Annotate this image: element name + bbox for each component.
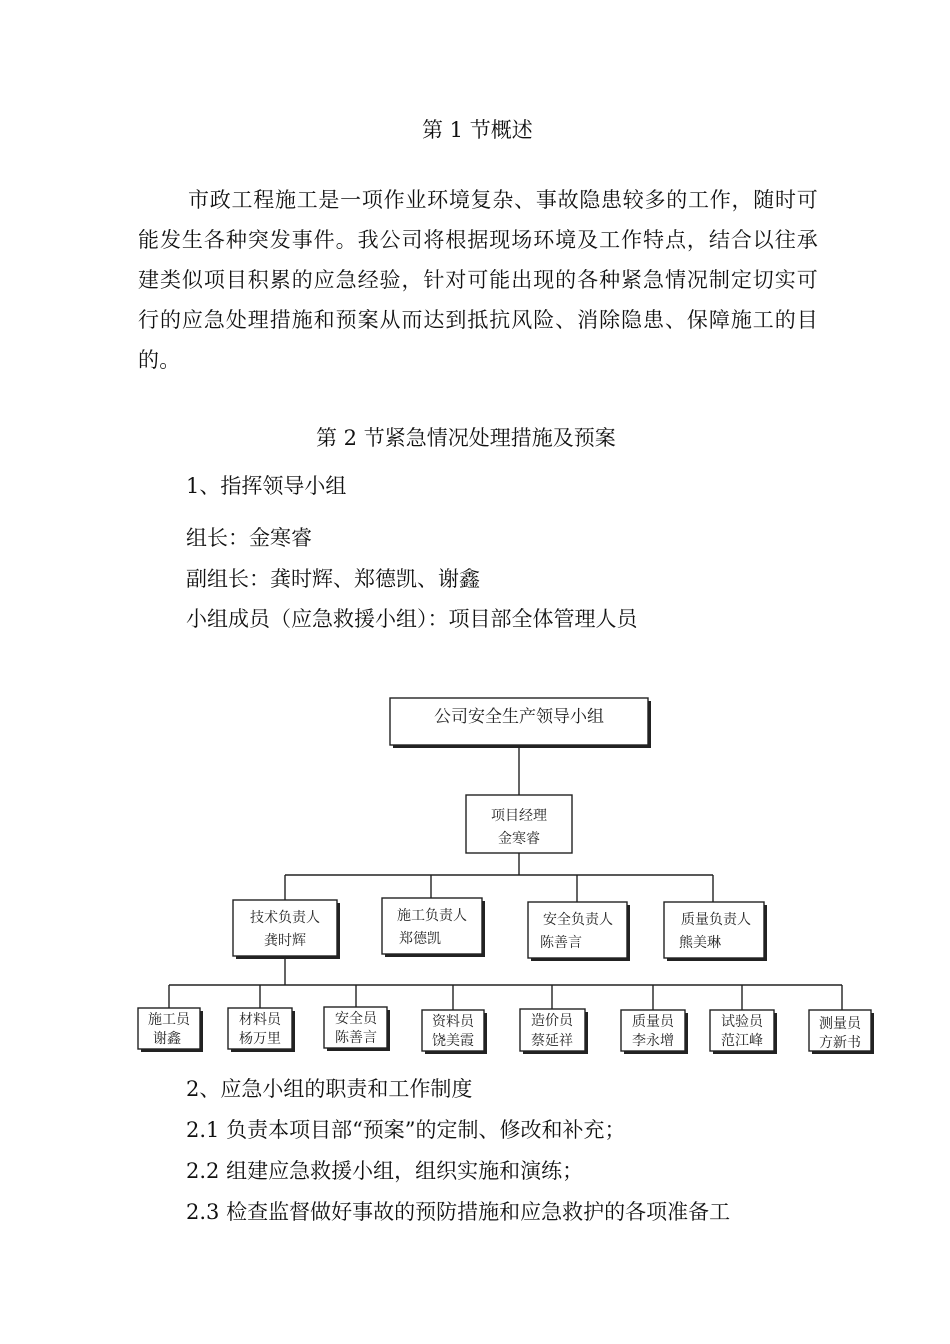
section2-title: 第 2 节紧急情况处理措施及预案 [316,426,616,450]
staff-role: 材料员 [239,1012,281,1028]
duty-item-1: 2.1 负责本项目部“预案”的定制、修改和补充； [186,1118,626,1142]
staff-role: 安全员 [335,1011,377,1027]
staff-role: 资料员 [432,1014,474,1030]
org-head-box-tech [233,900,340,959]
org-chart-connectors [169,746,842,1010]
head-role: 施工负责人 [397,908,467,924]
head-role: 质量负责人 [681,912,751,928]
staff-name: 方新书 [819,1035,861,1051]
org-head-box-quality [664,902,767,961]
org-head-box-construction [382,898,485,957]
manager-role: 项目经理 [491,808,547,824]
section1-paragraph: 市政工程施工是一项作业环境复杂、事故隐患较多的工作，随时可能发生各种突发事件。我公司将根据现场环境及工作特点，结合以往承建类似项目积累的应急经验，针对可能出现的各种紧急情况制定切实可行的应急处理措施和预案从而达到抵抗风险、消除隐患、保障施工的目的。 [138,188,818,372]
org-manager-box [466,795,572,853]
staff-name: 杨万里 [239,1031,281,1047]
item1-heading: 1、指挥领导小组 [186,474,347,498]
org-top-label: 公司安全生产领导小组 [434,707,604,727]
duty-item-2: 2.2 组建应急救援小组，组织实施和演练； [186,1159,584,1183]
members-line: 小组成员（应急救援小组）：项目部全体管理人员 [186,607,638,631]
staff-name: 饶美霞 [432,1033,474,1049]
staff-name: 谢鑫 [153,1031,181,1047]
head-name: 龚时辉 [264,933,306,949]
org-staff-box-3 [324,1007,390,1051]
manager-name: 金寒睿 [498,831,540,847]
section1-title: 第 1 节概述 [422,118,533,142]
head-name: 熊美琳 [679,935,721,951]
item2-heading: 2、应急小组的职责和工作制度 [186,1077,473,1101]
leader-line: 组长：金寒睿 [186,526,312,550]
deputy-line: 副组长：龚时辉、郑德凯、谢鑫 [186,567,480,591]
staff-role: 造价员 [531,1013,573,1029]
head-role: 安全负责人 [543,912,613,928]
org-staff-box-2 [228,1008,295,1052]
staff-name: 李永增 [632,1033,674,1049]
staff-role: 施工员 [148,1012,190,1028]
head-name: 郑德凯 [399,931,441,947]
org-staff-box-8 [809,1010,874,1054]
org-head-box-safety [528,902,630,961]
head-name: 陈善言 [540,935,582,951]
org-staff-box-4 [422,1010,487,1054]
staff-role: 试验员 [721,1014,763,1030]
staff-name: 蔡延祥 [531,1033,573,1049]
org-staff-box-6 [621,1010,688,1054]
org-staff-box-1 [138,1008,203,1052]
head-role: 技术负责人 [250,910,320,926]
org-top-box [390,698,651,748]
staff-role: 测量员 [819,1016,861,1032]
org-staff-box-5 [520,1009,588,1054]
duty-item-3: 2.3 检查监督做好事故的预防措施和应急救护的各项准备工 [186,1200,731,1224]
org-staff-box-7 [710,1010,777,1054]
staff-name: 范江峰 [721,1033,763,1049]
staff-name: 陈善言 [335,1030,377,1046]
staff-role: 质量员 [632,1014,674,1030]
